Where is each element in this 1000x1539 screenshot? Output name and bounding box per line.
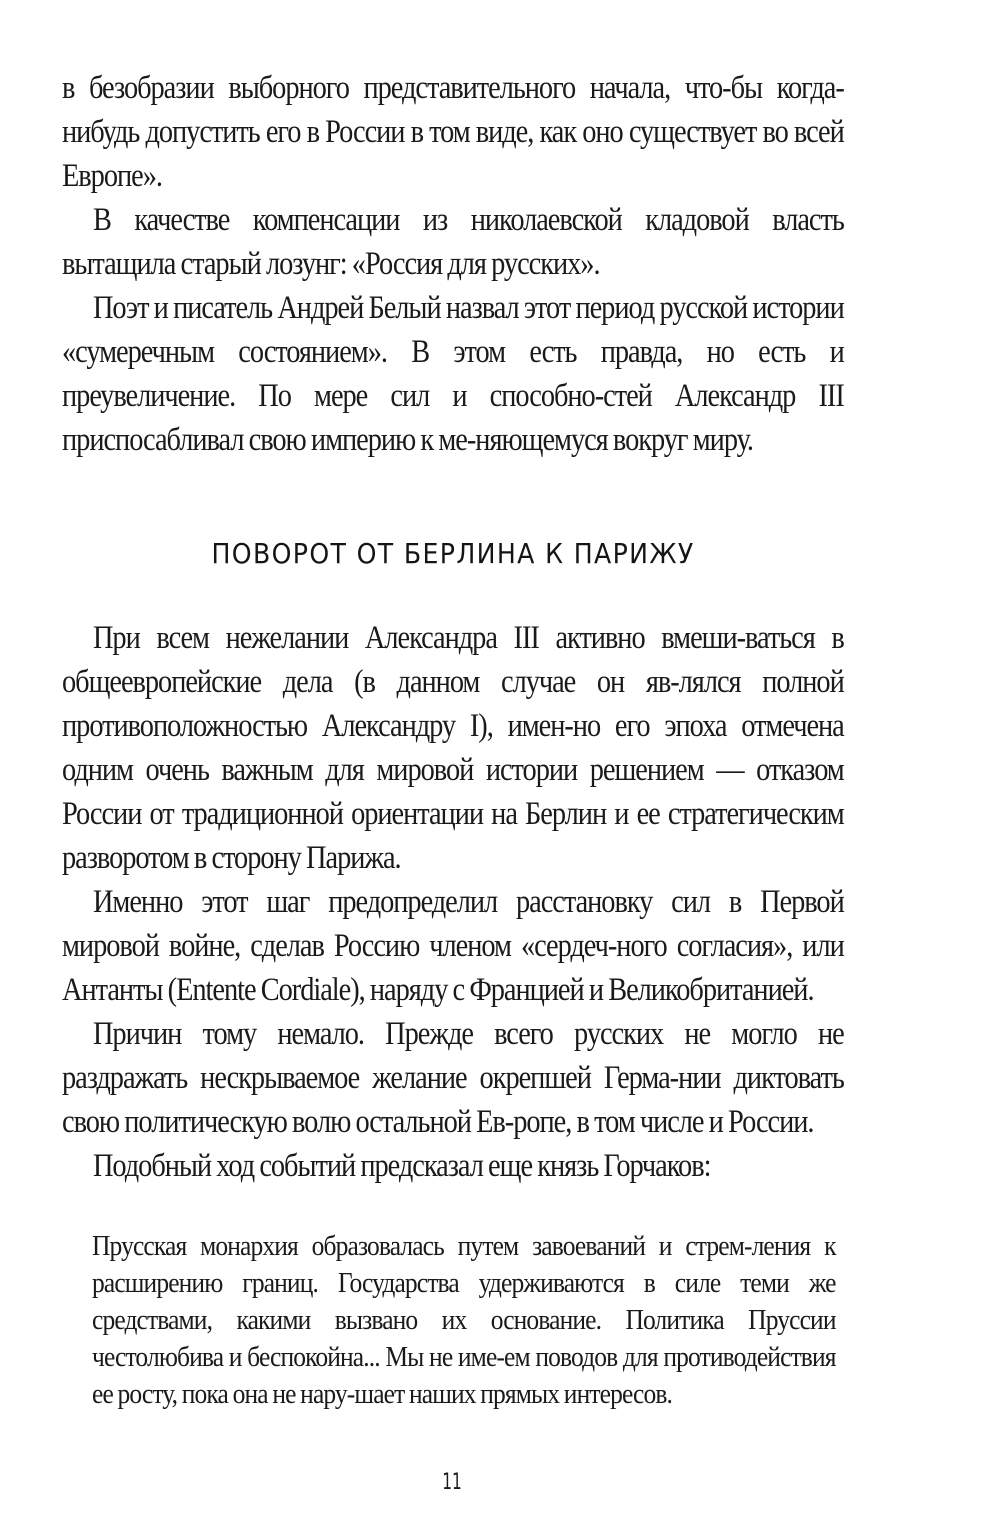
paragraph-continuation: в безобразии выборного представительного начала, что-бы когда-нибудь допустить его в России в том виде, как оно существует во всей Европе». — [62, 70, 844, 194]
section-heading: ПОВОРОТ ОТ БЕРЛИНА К ПАРИЖУ — [211, 537, 695, 570]
book-page — [62, 66, 844, 1413]
paragraph-first-world-war: Именно этот шаг предопределил расстановку сил в Первой мировой войне, сделав Россию членом «сердеч-ного согласия», или Антанты (Entente Cordiale), наряду с Францией и Великобританией. — [62, 884, 844, 1008]
paragraph-compensation: В качестве компенсации из николаевской кладовой власть вытащила старый лозунг: «Россия для русских». — [62, 202, 844, 282]
paragraph-alexander-iii: При всем нежелании Александра III активно вмеши-ваться в общеевропейские дела (в данном случае он яв-лялся полной противоположностью Александру I), имен-но его эпоха отмечена одним очень важным для мировой истории решением — отказом России от традиционной ориентации на Берлин и ее стратегическим разворотом в сторону Парижа. — [62, 620, 844, 876]
block-quote: Прусская монархия образовалась путем завоеваний и стрем-ления к расширению границ. Государства удерживаются в силе теми же средствами, какими вызвано их основание. Политика Пруссии честолюбива и беспокойна... Мы не име-ем поводов для противодействия ее росту, пока она не нару-шает наших прямых интересов. — [92, 1230, 836, 1410]
paragraph-reasons: Причин тому немало. Прежде всего русских не могло не раздражать нескрываемое желание окрепшей Герма-нии диктовать свою политическую волю остальной Ев-ропе, в том числе и России. — [62, 1016, 844, 1140]
page-number: 11 — [442, 1470, 462, 1495]
paragraph-gorchakov-intro: Подобный ход событий предсказал еще князь Горчаков: — [92, 1148, 711, 1184]
paragraph-andrei-bely: Поэт и писатель Андрей Белый назвал этот период русской истории «сумеречным состоянием». В этом есть правда, но есть и преувеличение. По мере сил и способно-стей Александр III приспосабливал свою империю к ме-няющемуся вокруг миру. — [62, 290, 844, 458]
